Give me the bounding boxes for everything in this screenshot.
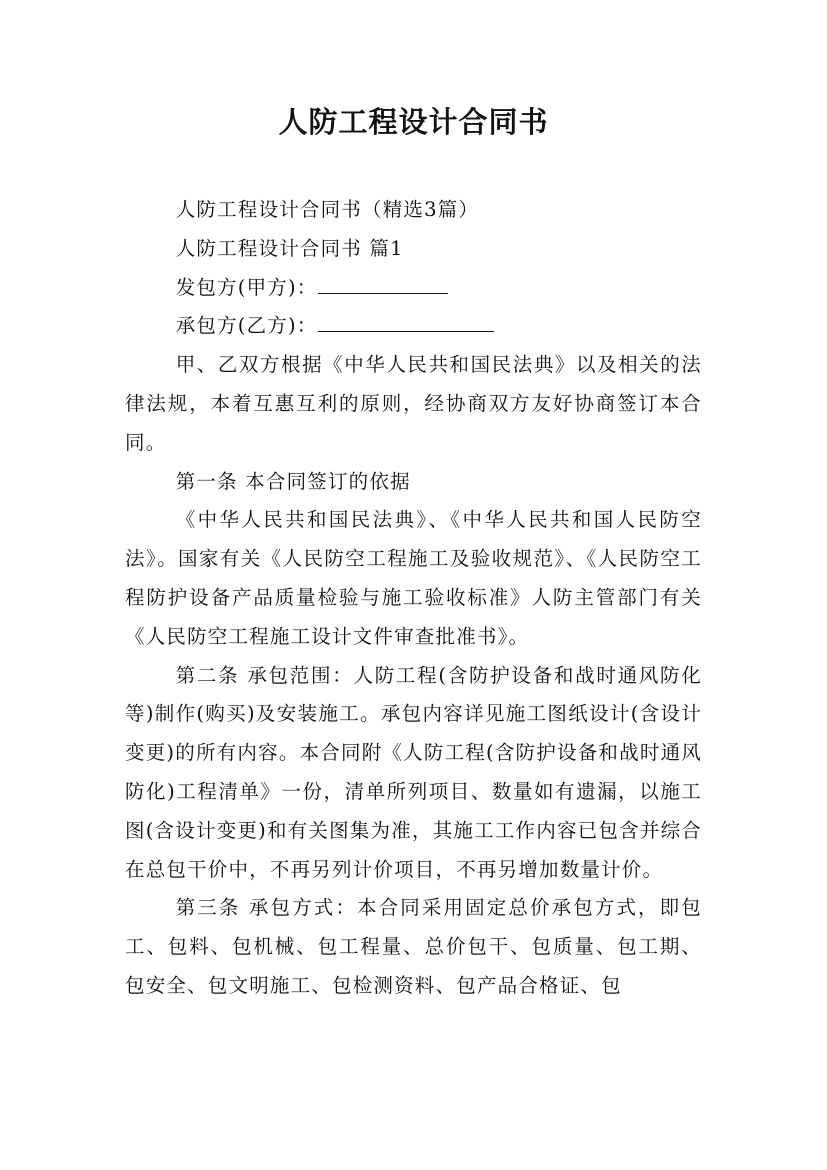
article-2-paragraph: 第二条 承包范围：人防工程(含防护设备和战时通风防化等)制作(购买)及安装施工。承包内容详见施工图纸设计(含设计变更)的所有内容。本合同附《人防工程(含防护设备和战时通风防化)工程清单》一份，清单所列项目、数量如有遗漏，以施工图(含设计变更)和有关图集为准，其施工工作内容已包含并综合在总包干价中，不再另列计价项目，不再另增加数量计价。 [125,663,702,881]
party-b-blank [318,311,494,332]
party-b-label: 承包方(乙方)： [175,314,318,338]
article-3-paragraph: 第三条 承包方式：本合同采用固定总价承包方式，即包工、包料、包机械、包工程量、总价包干、包质量、包工期、包安全、包文明施工、包检测资料、包产品合格证、包 [125,896,702,997]
section-heading: 人防工程设计合同书 篇1 [175,236,404,260]
party-b-line [125,307,702,346]
article-1-body: 《中华人民共和国民法典》、《中华人民共和国人民防空法》。国家有关《人民防空工程施工及验收规范》、《人民防空工程防护设备产品质量检验与施工验收标准》人防主管部门有关《人民防空工程施工设计文件审查批准书》。 [125,508,702,648]
party-a-line [125,269,702,308]
party-a-label: 发包方(甲方)： [175,275,318,299]
intro-paragraph: 甲、乙双方根据《中华人民共和国民法典》以及相关的法律法规，本着互惠互利的原则，经协商双方友好协商签订本合同。 [125,353,702,454]
party-a-blank [318,273,448,294]
subtitle-paragraph: 人防工程设计合同书（精选3篇） [175,198,480,221]
article-1-heading: 第一条 本合同签订的依据 [175,469,411,493]
document-body [125,191,702,1006]
document-title: 人防工程设计合同书 [278,105,549,139]
